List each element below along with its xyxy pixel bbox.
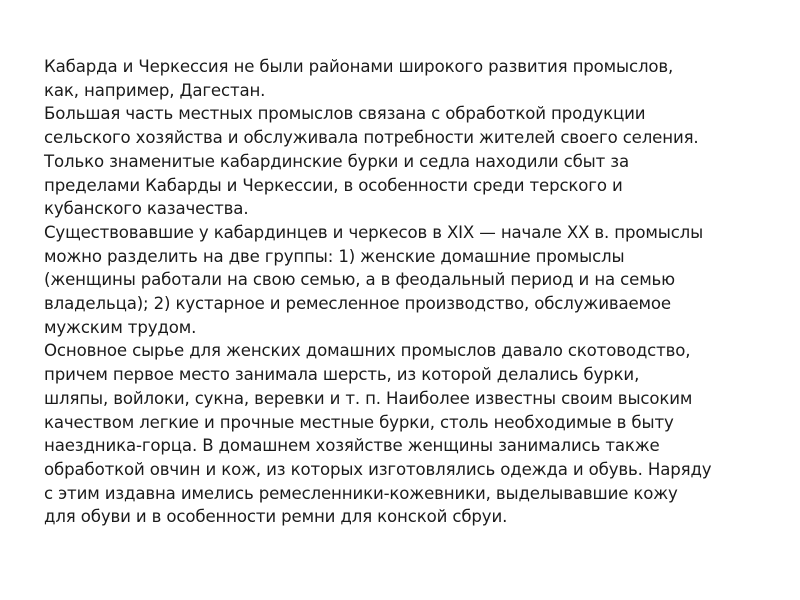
text-line: обработкой овчин и кож, из которых изготовлялись одежда и обувь. Наряду bbox=[44, 459, 712, 479]
text-line: (женщины работали на свою семью, а в феодальный период и на семью bbox=[44, 270, 676, 290]
text-line: сельского хозяйства и обслуживала потребности жителей своего селения. bbox=[44, 128, 699, 148]
text-line: мужским трудом. bbox=[44, 317, 197, 337]
text-line: наездника-горца. В домашнем хозяйстве женщины занимались также bbox=[44, 436, 660, 456]
text-line: Основное сырье для женских домашних промыслов давало скотоводство, bbox=[44, 341, 691, 361]
text-line: пределами Кабарды и Черкессии, в особенности среди терского и bbox=[44, 175, 623, 195]
text-line: Кабарда и Черкессия не были районами широкого развития промыслов, bbox=[44, 57, 674, 76]
body-text bbox=[44, 55, 756, 529]
text-line: с этим издавна имелись ремесленники-кожевники, выделывавшие кожу bbox=[44, 483, 678, 503]
text-line: качеством легкие и прочные местные бурки, столь необходимые в быту bbox=[44, 412, 674, 432]
text-line: шляпы, войлоки, сукна, веревки и т. п. Наиболее известны своим высоким bbox=[44, 388, 693, 408]
text-line: Существовавшие у кабардинцев и черкесов в XIX — начале XX в. промыслы bbox=[44, 222, 704, 242]
text-line: как, например, Дагестан. bbox=[44, 80, 266, 100]
text-line: для обуви и в особенности ремни для конской сбруи. bbox=[44, 507, 508, 527]
text-line: кубанского казачества. bbox=[44, 199, 249, 219]
text-line: Большая часть местных промыслов связана с обработкой продукции bbox=[44, 104, 646, 124]
text-line: Только знаменитые кабардинские бурки и седла находили сбыт за bbox=[44, 151, 629, 171]
text-line: причем первое место занимала шерсть, из которой делались бурки, bbox=[44, 365, 640, 385]
text-line: владельца); 2) кустарное и ремесленное производство, обслуживаемое bbox=[44, 294, 671, 314]
text-line: можно разделить на две группы: 1) женские домашние промыслы bbox=[44, 246, 625, 266]
